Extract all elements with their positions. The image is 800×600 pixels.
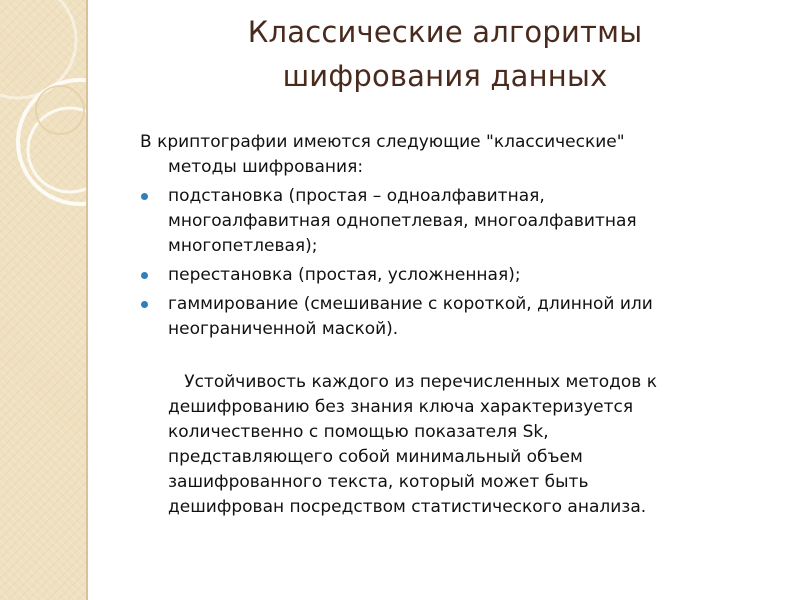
decorative-circles-icon xyxy=(0,0,88,600)
intro-line: В криптографии имеются следующие "классические" xyxy=(140,132,625,152)
paragraph-line: Устойчивость каждого из перечисленных методов к xyxy=(168,372,657,392)
intro-text xyxy=(140,130,780,180)
title-line: шифрования данных xyxy=(282,59,608,93)
paragraph-line: представляющего собой минимальный объем xyxy=(168,447,583,467)
list-item-line: подстановка (простая – одноалфавитная, xyxy=(168,186,545,206)
list-item-line: неограниченной маской). xyxy=(168,319,399,339)
slide-body xyxy=(140,130,780,520)
bullet-dot-icon xyxy=(141,272,148,279)
list-item xyxy=(140,263,780,288)
method-list xyxy=(140,184,780,342)
paragraph-line: дешифрован посредством статистического анализа. xyxy=(168,497,647,517)
decorative-side-band xyxy=(0,0,88,600)
title-line: Классические алгоритмы xyxy=(247,15,643,49)
list-item-line: многоалфавитная однопетлевая, многоалфавитная xyxy=(168,211,637,231)
list-item xyxy=(140,292,780,342)
slide-title xyxy=(145,10,745,98)
stability-paragraph xyxy=(140,370,780,520)
list-item-line: гаммирование (смешивание с короткой, длинной или xyxy=(168,294,653,314)
paragraph-line: дешифрованию без знания ключа характеризуется xyxy=(168,397,634,417)
list-item xyxy=(140,184,780,259)
list-item-line: многопетлевая); xyxy=(168,236,318,256)
paragraph-line: количественно с помощью показателя Sk, xyxy=(168,422,549,442)
list-item-line: перестановка (простая, усложненная); xyxy=(168,265,521,285)
bullet-dot-icon xyxy=(141,193,148,200)
bullet-dot-icon xyxy=(141,301,148,308)
paragraph-line: зашифрованного текста, который может быть xyxy=(168,472,589,492)
intro-line: методы шифрования: xyxy=(168,157,364,177)
band-edge xyxy=(86,0,88,600)
